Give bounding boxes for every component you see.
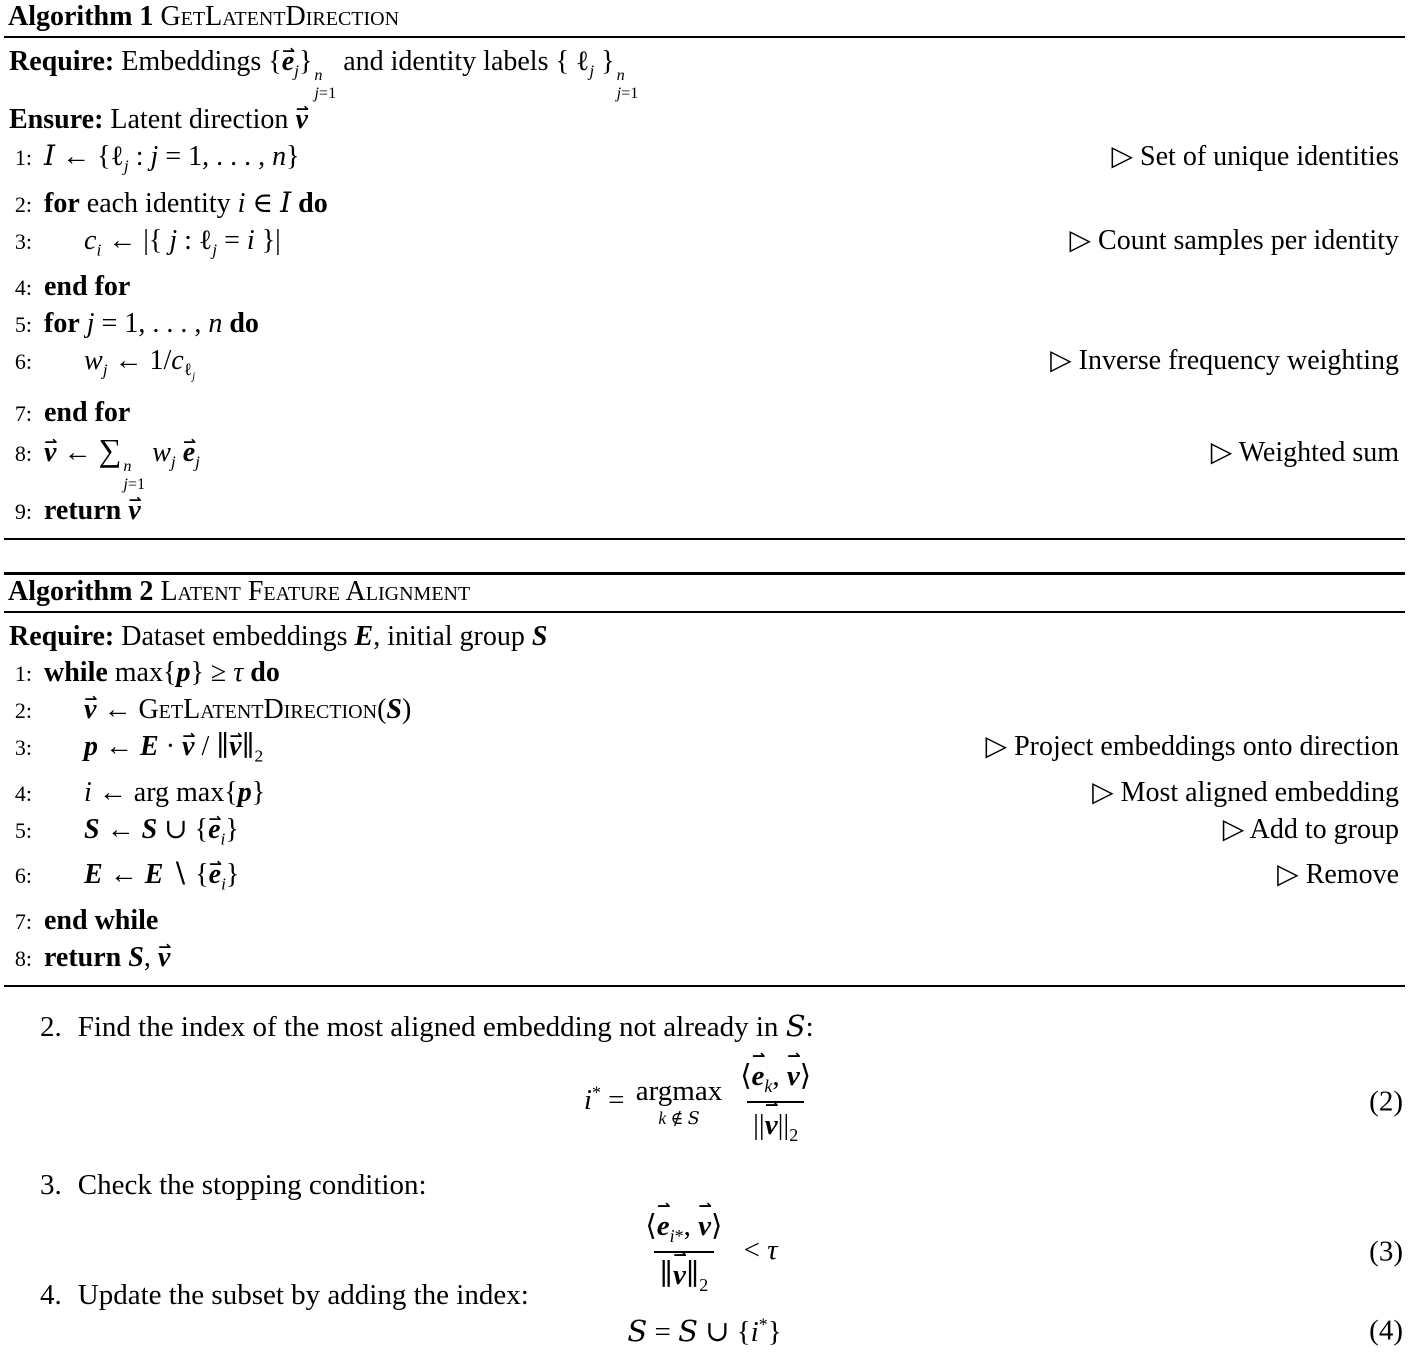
item-number: 3. [40, 1168, 62, 1201]
algorithm-line [8, 903, 1401, 940]
require-text: Dataset embeddings E, initial group S [121, 621, 548, 653]
algorithm-line [8, 138, 1401, 185]
line-comment: ▷ Project embeddings onto direction [985, 731, 1399, 763]
line-comment: ▷ Add to group [1222, 813, 1399, 845]
algorithm-2-body [4, 613, 1405, 985]
algorithm-2-title [4, 575, 1405, 613]
line-statement: i ← arg max{p} [84, 776, 266, 808]
line-statement: for j = 1, . . . , n do [44, 307, 259, 339]
line-statement: return S, v ⇀ [44, 940, 170, 976]
line-comment: ▷ Set of unique identities [1111, 141, 1399, 173]
line-number: 3: [14, 735, 32, 761]
algorithm-2-name: Latent Feature Alignment [160, 576, 471, 608]
algorithm-2-block [4, 572, 1405, 987]
line-number: 8: [14, 945, 32, 971]
line-number: 6: [14, 348, 32, 374]
line-comment: ▷ Weighted sum [1210, 436, 1399, 468]
equation-number: (4) [1369, 1314, 1403, 1347]
line-number: 8: [14, 440, 32, 466]
line-number: 4: [14, 274, 32, 300]
line-number: 2: [14, 192, 32, 217]
algorithm-1-require-line [8, 44, 1401, 102]
algorithm-line [8, 306, 1401, 343]
line-statement: E ← E ∖ {e $⇀_i$} [44, 857, 239, 903]
item-number: 2. [40, 1010, 62, 1043]
algorithm-line [8, 343, 1401, 395]
line-number: 7: [14, 400, 32, 426]
equation: S = S ∪ {i*} [627, 1313, 782, 1348]
equation: $\frac{⟨e ⇀_{i*}, v ⇀⟩}{\parallel v ⇀\parallel_2}$ < τ [631, 1208, 777, 1297]
algorithm-line [8, 185, 1401, 223]
line-number: 1: [14, 661, 32, 687]
line-statement: v ⇀ ← ∑ n j=1 $w_j$ e $⇀_j$ [44, 432, 200, 493]
line-comment: ▷ Inverse frequency weighting [1050, 344, 1399, 376]
item-text: Find the index of the most aligned embedding not already in S: [77, 1008, 814, 1043]
item-text-line [4, 1007, 1405, 1046]
line-number: 7: [14, 908, 32, 934]
algorithm-line [8, 269, 1401, 306]
line-statement: I ← {ℓ$_j$ : j = 1, . . . , n} [44, 139, 300, 176]
line-statement: return v ⇀ [44, 493, 141, 529]
algorithm-1-number-label: Algorithm 1 [8, 1, 154, 32]
line-statement: $w_j$ ← $1/c_{\ell_j}$ [84, 344, 196, 383]
algorithm-line [8, 940, 1401, 977]
line-statement: $c_i$ ← |{ j : ℓ$_j$ = i }| [84, 225, 281, 260]
line-comment: ▷ Remove [1277, 859, 1399, 891]
line-number: 6: [14, 863, 32, 889]
algorithm-line [8, 692, 1401, 729]
algorithm-1-ensure-line [8, 102, 1401, 138]
numbered-items [4, 1007, 1405, 1349]
algorithm-1-block [4, 0, 1405, 540]
line-number: 5: [14, 311, 32, 337]
line-statement: end for [44, 270, 131, 302]
line-statement: end while [44, 904, 159, 936]
algorithm-line [8, 729, 1401, 775]
algorithm-line [8, 395, 1401, 432]
algorithm-line [8, 493, 1401, 530]
ensure-label: Ensure: [9, 104, 104, 136]
algorithm-line [8, 857, 1401, 903]
equation: i* = argmax k ∉ S $\frac{⟨e ⇀_k, v ⇀⟩}{||v ⇀||_2}$ [584, 1058, 825, 1147]
line-number: 4: [14, 780, 32, 806]
require-label: Require: [9, 621, 115, 653]
item-text: Check the stopping condition: [77, 1168, 427, 1201]
algorithm-line [8, 223, 1401, 269]
line-statement: S ← S ∪ {e $⇀_i$} [44, 812, 239, 858]
equation-row [4, 1314, 1405, 1349]
algorithm-1-title [4, 0, 1405, 38]
line-number: 1: [14, 145, 32, 171]
line-number: 2: [14, 698, 32, 724]
line-comment: ▷ Count samples per identity [1069, 225, 1399, 256]
algorithm-2-require-line [8, 619, 1401, 655]
line-number: 5: [14, 817, 32, 843]
list-item [4, 1007, 1405, 1156]
line-statement: end for [44, 396, 131, 428]
ensure-text: Latent direction v ⇀ [110, 104, 307, 135]
line-statement: for each identity i ∈ I do [44, 186, 328, 219]
algorithm-line [8, 432, 1401, 493]
algorithm-1-lines [8, 138, 1401, 530]
line-statement: v ⇀ ← GetLatentDirection(S) [44, 692, 411, 728]
algorithm-line [8, 655, 1401, 692]
line-statement: while max{p} ≥ τ do [44, 657, 280, 689]
item-text: Update the subset by adding the index: [77, 1278, 529, 1311]
algorithm-1-body [4, 38, 1405, 538]
line-number: 9: [14, 499, 32, 525]
require-label: Require: [9, 46, 115, 77]
require-text: Embeddings {e $⇀_j$} n j=1 and identity labels { ℓ$_j$ } n j=1 [121, 46, 638, 77]
line-comment: ▷ Most aligned embedding [1092, 776, 1399, 808]
line-statement: p ← E · v ⇀ / ∥v $⇀\parallel_2$ [44, 729, 263, 775]
item-number: 4. [40, 1278, 62, 1311]
line-number: 3: [14, 229, 32, 254]
algorithm-2-number-label: Algorithm 2 [8, 576, 154, 608]
algorithm-2-lines [8, 655, 1401, 977]
equation-number: (3) [1369, 1235, 1403, 1268]
equation-number: (2) [1369, 1085, 1403, 1118]
algorithm-1-name: GetLatentDirection [160, 1, 400, 32]
equation-row [4, 1048, 1405, 1156]
